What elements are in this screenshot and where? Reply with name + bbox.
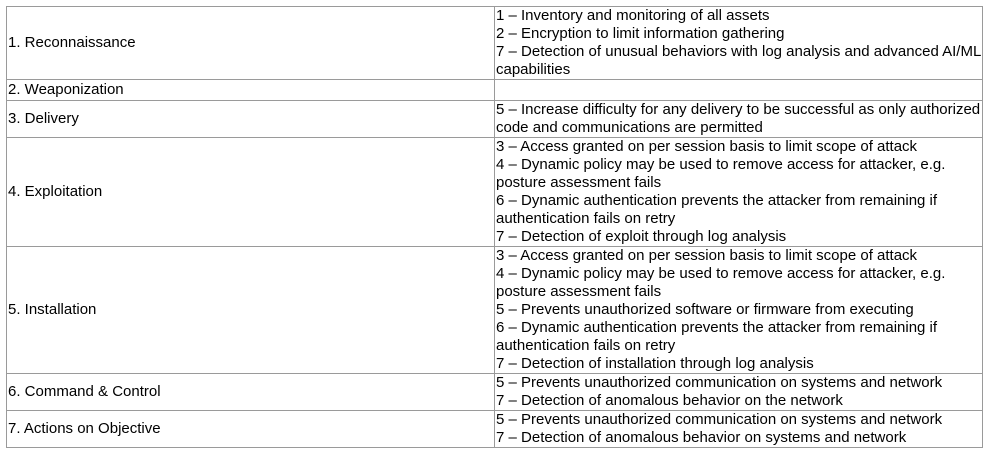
control-item: 6 – Dynamic authentication prevents the attacker from remaining if authentication fails on retry: [496, 192, 938, 227]
phase-label: 6. Command & Control: [8, 383, 161, 400]
control-item: 2 – Encryption to limit information gathering: [496, 25, 785, 42]
phase-label: 1. Reconnaissance: [8, 34, 136, 51]
control-item: 7 – Detection of unusual behaviors with log analysis and advanced AI/ML capabilities: [496, 43, 981, 78]
phase-cell: [7, 374, 495, 411]
table-row: [7, 247, 983, 374]
control-item: 5 – Prevents unauthorized communication on systems and network: [496, 411, 943, 428]
table-row: [7, 7, 983, 80]
phase-cell: [7, 411, 495, 448]
control-item: 5 – Prevents unauthorized communication on systems and network: [496, 374, 943, 391]
control-item: 4 – Dynamic policy may be used to remove access for attacker, e.g. posture assessment fails: [496, 265, 946, 300]
phase-label: 4. Exploitation: [8, 183, 103, 200]
controls-cell: [495, 374, 983, 411]
phase-label: 7. Actions on Objective: [8, 420, 161, 437]
table-row: [7, 374, 983, 411]
control-item: 4 – Dynamic policy may be used to remove access for attacker, e.g. posture assessment fails: [496, 156, 946, 191]
kill-chain-controls-table: [6, 6, 983, 448]
controls-cell: [495, 247, 983, 374]
control-item: 1 – Inventory and monitoring of all assets: [496, 7, 770, 24]
phase-label: 2. Weaponization: [8, 81, 124, 98]
controls-cell: [495, 101, 983, 138]
control-item: 6 – Dynamic authentication prevents the attacker from remaining if authentication fails on retry: [496, 319, 938, 354]
control-item: 3 – Access granted on per session basis to limit scope of attack: [496, 138, 918, 155]
controls-cell: [495, 411, 983, 448]
phase-cell: [7, 7, 495, 80]
phase-cell: [7, 80, 495, 101]
phase-cell: [7, 138, 495, 247]
control-item: 7 – Detection of exploit through log analysis: [496, 228, 787, 245]
control-item: 5 – Prevents unauthorized software or firmware from executing: [496, 301, 914, 318]
controls-cell: [495, 80, 983, 101]
control-item: 7 – Detection of anomalous behavior on the network: [496, 392, 843, 409]
control-item: 3 – Access granted on per session basis to limit scope of attack: [496, 247, 918, 264]
table-row: [7, 411, 983, 448]
table-row: [7, 101, 983, 138]
table-row: [7, 138, 983, 247]
phase-cell: [7, 101, 495, 138]
table-body: [7, 7, 983, 448]
phase-label: 5. Installation: [8, 301, 97, 318]
control-item: 5 – Increase difficulty for any delivery to be successful as only authorized code and communications are permitted: [496, 101, 981, 136]
controls-cell: [495, 7, 983, 80]
phase-cell: [7, 247, 495, 374]
table-row: [7, 80, 983, 101]
control-item: 7 – Detection of anomalous behavior on systems and network: [496, 429, 907, 446]
phase-label: 3. Delivery: [8, 110, 79, 127]
control-item: 7 – Detection of installation through log analysis: [496, 355, 814, 372]
controls-cell: [495, 138, 983, 247]
